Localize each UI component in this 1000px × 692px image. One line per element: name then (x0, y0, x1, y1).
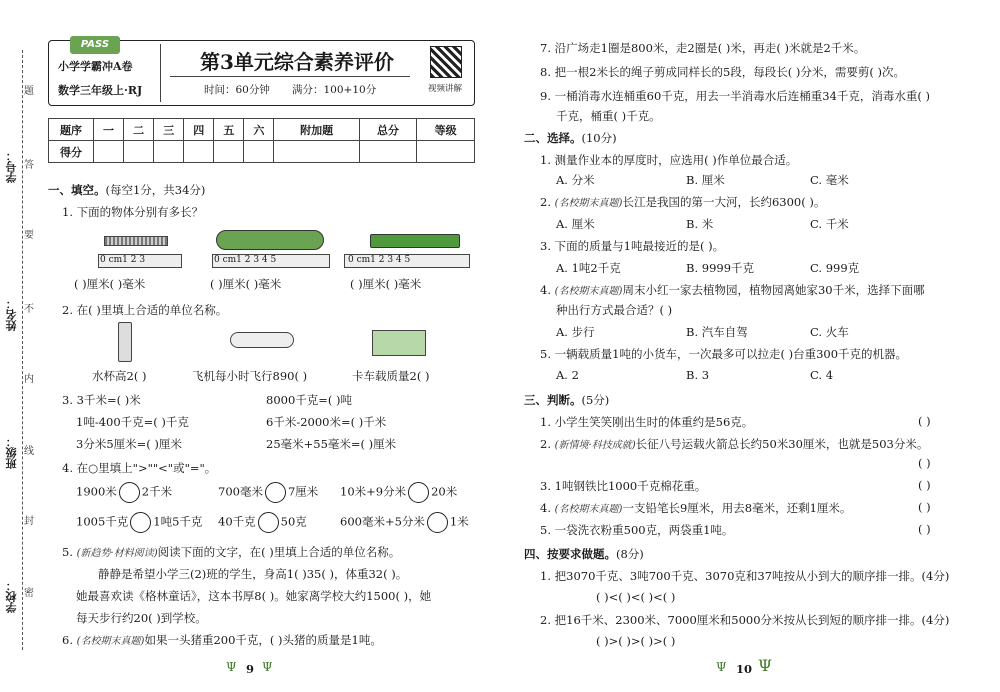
table-cell: 题序 (49, 119, 94, 141)
j4-text: 一支铅笔长9厘米，用去8毫米，还剩1厘米。 (622, 501, 852, 515)
score-cell[interactable] (124, 141, 154, 163)
choice-option[interactable]: A. 厘米 (556, 217, 595, 231)
judge-answer-box[interactable]: ( ) (918, 478, 931, 492)
table-cell: 五 (214, 119, 244, 141)
choice-option[interactable]: C. 千米 (810, 217, 849, 231)
choice-option[interactable]: B. 3 (686, 368, 710, 382)
q2-answer-truck[interactable]: 卡车载质量2( ) (352, 369, 430, 383)
seal-char: 题 (24, 86, 34, 97)
r2-answer[interactable]: ( )>( )>( )>( ) (596, 634, 676, 648)
q7-text[interactable]: 7. 沿广场走1圈是800米，走2圈是( )米，再走( )米就是2千米。 (540, 41, 866, 55)
choice-option[interactable]: B. 厘米 (686, 173, 725, 187)
q2-answer-plane[interactable]: 飞机每小时飞行890( ) (192, 369, 308, 383)
q2-answer-cup[interactable]: 水杯高2( ) (92, 369, 147, 383)
sprout-icon: Ψ (758, 656, 773, 675)
score-cell[interactable] (94, 141, 124, 163)
q1-answer-3[interactable]: ( )厘米( )毫米 (350, 277, 422, 291)
c2-number: 2. (540, 195, 555, 209)
c4-tag: (名校期末真题) (554, 286, 623, 297)
airplane-image (230, 332, 294, 348)
section1-title: 一、填空。 (48, 183, 106, 197)
q9-text[interactable]: 9. 一桶消毒水连桶重60千克，用去一半消毒水后连桶重34千克，消毒水重( ) (540, 89, 931, 103)
compare-circle[interactable] (258, 512, 279, 533)
r1-text: 1. 把3070千克、3吨700千克、3070克和37吨按从小到大的顺序排一排。(4分) (540, 569, 950, 583)
judge-answer-box[interactable]: ( ) (918, 414, 931, 428)
score-table (48, 118, 475, 163)
class-label: 班级： (5, 436, 18, 469)
c3-text: 3. 下面的质量与1吨最接近的是( )。 (540, 239, 725, 253)
table-cell: 六 (244, 119, 274, 141)
q1-answer-2[interactable]: ( )厘米( )毫米 (210, 277, 282, 291)
choice-option[interactable]: B. 汽车自驾 (686, 325, 748, 339)
choice-option[interactable]: C. 火车 (810, 325, 849, 339)
title-rule (170, 76, 410, 77)
section3-note: (5分) (581, 393, 610, 407)
j2-text: 长征八号运载火箭总长约50米30厘米，也就是503分米。 (635, 437, 929, 451)
choice-option[interactable]: A. 步行 (556, 325, 595, 339)
q4-left: 700毫米 (218, 484, 263, 499)
page-number-left: 9 (246, 662, 255, 676)
seal-char: 线 (24, 446, 34, 457)
cut-line (22, 50, 23, 650)
q4-left: 40千克 (218, 514, 256, 529)
ruler-1-labels: 0 cm1 2 3 (100, 255, 146, 265)
q5-passage-line[interactable]: 每天步行约20( )到学校。 (76, 611, 207, 625)
time-limit: 时间：60分钟 (204, 84, 270, 96)
seal-char: 不 (24, 304, 34, 315)
r2-text: 2. 把16千米、2300米、7000厘米和5000分米按从长到短的顺序排一排。(4分) (540, 613, 950, 627)
score-cell[interactable] (214, 141, 244, 163)
c1-text: 1. 测量作业本的厚度时，应选用( )作单位最合适。 (540, 153, 798, 167)
q8-text[interactable]: 8. 把一根2米长的绳子剪成同样长的5段，每段长( )分米，需要剪( )次。 (540, 65, 906, 79)
choice-option[interactable]: A. 分米 (556, 173, 595, 187)
compare-circle[interactable] (265, 482, 286, 503)
school-label: 学校： (5, 580, 18, 613)
q3-item[interactable]: 8000千克=( )吨 (266, 393, 353, 407)
video-explain-label: 视频讲解 (428, 84, 463, 94)
judge-answer-box[interactable]: ( ) (918, 456, 931, 470)
q4-left: 1005千克 (76, 514, 129, 529)
subject-grade: 数学三年级上·RJ (58, 84, 143, 97)
choice-option[interactable]: B. 米 (686, 217, 714, 231)
choice-option[interactable]: C. 4 (810, 368, 834, 382)
compare-circle[interactable] (119, 482, 140, 503)
ruler-3-labels: 0 cm1 2 3 4 5 (348, 255, 411, 265)
seal-char: 封 (24, 516, 34, 527)
screw-image (104, 236, 168, 246)
q5-tag: (新趋势·材料阅读) (76, 548, 158, 559)
section4-note: (8分) (616, 547, 644, 561)
c4-number: 4. (540, 283, 555, 297)
q4-left: 10米+9分米 (340, 484, 407, 499)
q5-passage-line[interactable]: 她最喜欢读《格林童话》，这本书厚8( )。她家离学校大约1500( )，她 (76, 589, 432, 603)
q3-item[interactable]: 3. 3千米=( )米 (62, 393, 141, 407)
score-cell[interactable] (154, 141, 184, 163)
sprout-icon: Ψ (262, 660, 273, 674)
q1-answer-1[interactable]: ( )厘米( )毫米 (74, 277, 146, 291)
c2-tag: (名校期末真题) (554, 198, 623, 209)
table-cell: 二 (124, 119, 154, 141)
truck-image (372, 330, 426, 356)
seal-char: 密 (24, 588, 34, 599)
q4-text: 4. 在○里填上">""<"或"="。 (62, 461, 217, 475)
q9-text-cont[interactable]: 千克，桶重( )千克。 (556, 109, 661, 123)
score-cell[interactable] (274, 141, 359, 163)
page-title: 第3单元综合素养评价 (200, 50, 394, 74)
q4-left: 600毫米+5分米 (340, 514, 425, 529)
page-number-right: 10 (736, 662, 753, 676)
student-id-label: 学号： (5, 150, 18, 183)
choice-option[interactable]: A. 2 (556, 368, 579, 382)
qr-code-icon[interactable] (430, 46, 462, 78)
q3-item[interactable]: 25毫米+55毫米=( )厘米 (266, 437, 397, 451)
q4-right: 20米 (431, 484, 458, 499)
choice-option[interactable]: C. 999克 (810, 261, 860, 275)
compare-circle[interactable] (130, 512, 151, 533)
q3-item[interactable]: 1吨-400千克=( )千克 (76, 415, 189, 429)
q4-right: 1吨5千克 (153, 514, 203, 529)
sprout-icon: Ψ (226, 660, 237, 674)
table-cell: 得分 (49, 141, 94, 163)
j4-number: 4. (540, 501, 555, 515)
table-cell: 四 (184, 119, 214, 141)
q6-tag: (名校期末真题) (76, 636, 145, 647)
score-cell[interactable] (359, 141, 417, 163)
q5-text: 阅读下面的文字，在( )里填上合适的单位名称。 (157, 545, 401, 559)
choice-option[interactable]: A. 1吨2千克 (556, 261, 621, 275)
compare-circle[interactable] (408, 482, 429, 503)
q3-item[interactable]: 3分米5厘米=( )厘米 (76, 437, 182, 451)
q6-number: 6. (62, 633, 77, 647)
q4-right: 2千米 (141, 484, 173, 499)
j2-number: 2. (540, 437, 555, 451)
c4-text: 周末小红一家去植物园，植物园离她家30千米，选择下面哪 (622, 283, 925, 297)
q2-text: 2. 在( )里填上合适的单位名称。 (62, 303, 228, 317)
table-cell: 附加题 (274, 119, 359, 141)
table-cell: 三 (154, 119, 184, 141)
j2-tag: (新情境·科技成就) (554, 440, 636, 451)
ruler-2-labels: 0 cm1 2 3 4 5 (214, 255, 277, 265)
seal-char: 要 (24, 230, 34, 241)
c2-text: 长江是我国的第一大河，长约6300( )。 (622, 195, 826, 209)
choice-option[interactable]: B. 9999千克 (686, 261, 755, 275)
q4-right: 1米 (449, 514, 469, 529)
header-divider (160, 44, 161, 102)
series-name: 小学学霸冲A卷 (58, 60, 133, 73)
c5-text: 5. 一辆载质量1吨的小货车，一次最多可以拉走( )台重300千克的机器。 (540, 347, 908, 361)
table-cell: 一 (94, 119, 124, 141)
table-cell: 总分 (359, 119, 417, 141)
q5-number: 5. (62, 545, 77, 559)
score-cell[interactable] (417, 141, 475, 163)
seal-char: 内 (24, 374, 34, 385)
q4-right: 50克 (280, 514, 307, 529)
cup-image (118, 322, 132, 362)
table-row (49, 119, 475, 141)
brand-logo: PASS (70, 36, 120, 54)
full-score: 满分：100+10分 (292, 84, 377, 96)
section2-note: (10分) (581, 131, 617, 145)
j4-tag: (名校期末真题) (554, 504, 623, 515)
score-cell[interactable] (184, 141, 214, 163)
section2-title: 二、选择。 (524, 131, 582, 145)
j3-text: 3. 1吨钢铁比1000千克棉花重。 (540, 479, 707, 493)
section3-title: 三、判断。 (524, 393, 582, 407)
candy-image (216, 230, 324, 250)
q6-text[interactable]: 如果一头猪重200千克，( )头猪的质量是1吨。 (144, 633, 382, 647)
q1-text: 1. 下面的物体分别有多长？ (62, 205, 204, 219)
section1-note: (每空1分，共34分) (105, 183, 206, 197)
c4-text-cont: 种出行方式最合适？( ) (556, 303, 673, 317)
usb-drive-image (370, 234, 460, 248)
sprout-icon: Ψ (716, 660, 727, 674)
q5-passage-line[interactable]: 静静是希望小学三(2)班的学生，身高1( )35( )，体重32( )。 (98, 567, 408, 581)
score-cell[interactable] (244, 141, 274, 163)
q4-left: 1900米 (76, 484, 117, 499)
seal-char: 答 (24, 160, 34, 171)
section4-title: 四、按要求做题。 (524, 547, 616, 561)
binding-sidebar (0, 0, 42, 692)
table-row (49, 141, 475, 163)
choice-option[interactable]: C. 毫米 (810, 173, 849, 187)
q4-right: 7厘米 (287, 484, 319, 499)
r1-answer[interactable]: ( )<( )<( )<( ) (596, 590, 676, 604)
table-cell: 等级 (417, 119, 475, 141)
judge-answer-box[interactable]: ( ) (918, 522, 931, 536)
j1-text: 1. 小学生笑笑刚出生时的体重约是56克。 (540, 415, 754, 429)
q3-item[interactable]: 6千米-2000米=( )千米 (266, 415, 387, 429)
j5-text: 5. 一袋洗衣粉重500克，两袋重1吨。 (540, 523, 734, 537)
judge-answer-box[interactable]: ( ) (918, 500, 931, 514)
compare-circle[interactable] (427, 512, 448, 533)
student-name-label: 姓名： (5, 298, 18, 331)
